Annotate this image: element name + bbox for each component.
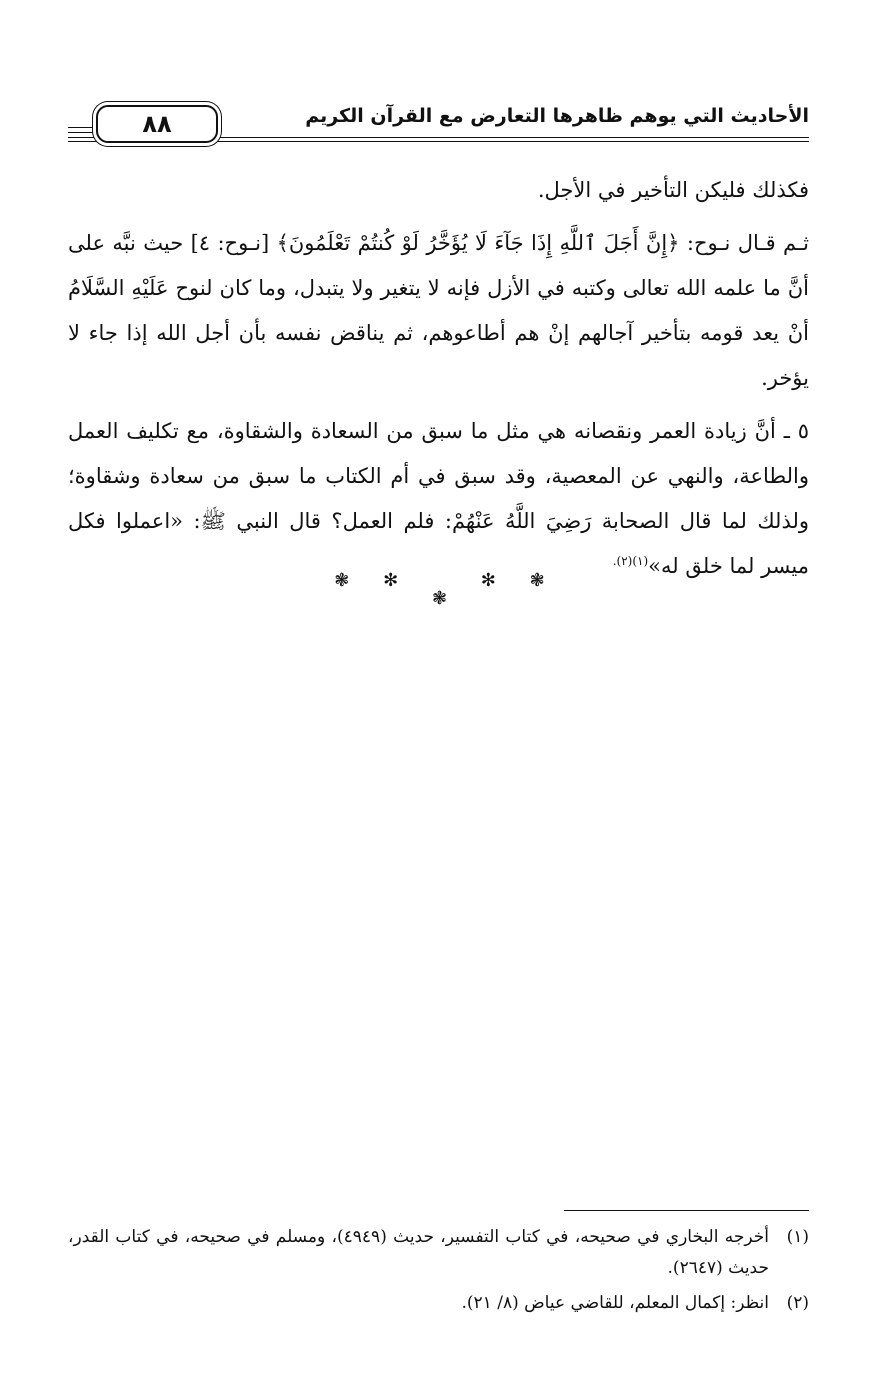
asterism-star: ❃: [431, 588, 448, 609]
main-text: [68, 168, 809, 597]
paragraph: ثـم قـال نـوح: ﴿إِنَّ أَجَلَ ٱللَّهِ إِذَا جَآءَ لَا يُؤَخَّرُ لَوْ كُنتُمْ تَعْلَمُونَ﴾ [نـوح: ٤] حيث نبَّه على أنَّ ما علمه الله تعالى وكتبه في الأزل فإنه لا يتغير ولا يتبدل، وما كان لنوح عَلَيْهِ السَّلَامُ أنْ يعد قومه بتأخير آجالهم إنْ هم أطاعوهم، ثم يناقض نفسه بأن أجل الله إذا جاء لا يؤخر.: [68, 231, 810, 390]
footnote: [68, 1222, 809, 1284]
asterism-star: ❃: [334, 570, 350, 591]
header-ornament-lines: [68, 127, 94, 137]
footnote-text: انظر: إكمال المعلم، للقاضي عياض (٨/ ٢١).: [461, 1293, 769, 1313]
asterism-star: ❃: [529, 570, 545, 591]
footnote-number: (١): [786, 1227, 809, 1247]
footnote: [68, 1288, 809, 1319]
paragraph: [68, 409, 809, 589]
paragraph-text: ٥ ـ أنَّ زيادة العمر ونقصانه هي مثل ما سبق من السعادة والشقاوة، مع تكليف العمل والطاعة، والنهي عن المعصية، وقد سبق في أم الكتاب ما سبق من سعادة وشقاوة؛ ولذلك لما قال الصحابة رَضِيَ اللَّهُ عَنْهُمْ: فلم العمل؟ قال النبي ﷺ: «اعملوا فكل ميسر لما خلق له»: [68, 419, 810, 578]
footnote-number: (٢): [786, 1293, 809, 1313]
footnote-rule: [564, 1210, 809, 1211]
section-separator: [0, 570, 879, 609]
asterism-star: ✻: [383, 570, 399, 591]
footnote-text: أخرجه البخاري في صحيحه، في كتاب التفسير، حديث (٤٩٤٩)، ومسلم في صحيحه، في كتاب القدر، حديث (٢٦٤٧).: [68, 1227, 770, 1278]
page-header: [68, 103, 809, 149]
page-number: ٨٨: [96, 105, 218, 143]
footnotes: [68, 1222, 809, 1323]
running-title: الأحاديث التي يوهم ظاهرها التعارض مع القرآن الكريم: [305, 105, 809, 127]
asterism-star: ✻: [480, 570, 496, 591]
paragraph: فكذلك فليكن التأخير في الأجل.: [537, 178, 809, 202]
footnote-refs: (١)(٢).: [612, 554, 649, 568]
